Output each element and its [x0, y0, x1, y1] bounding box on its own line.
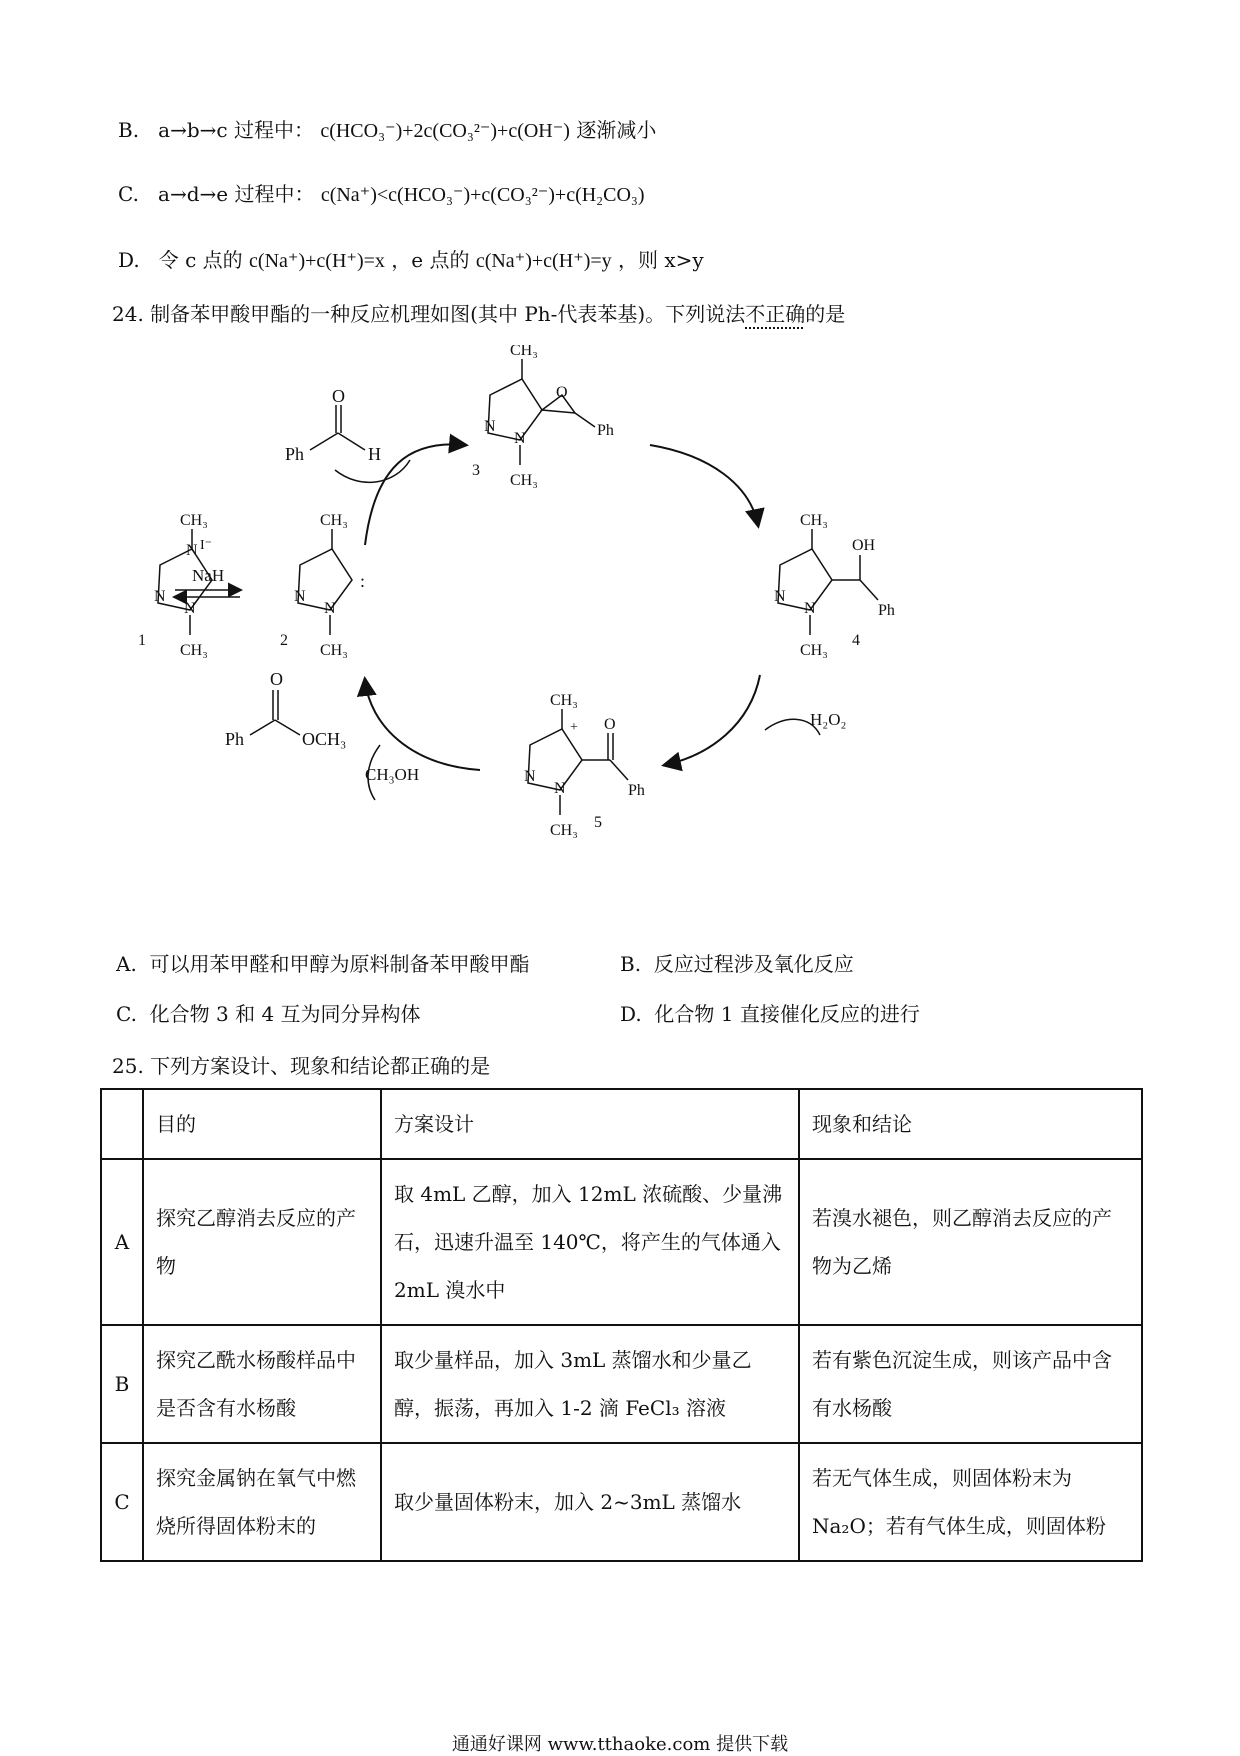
svg-text:N: N — [154, 588, 166, 605]
q23-option-c: C. a→d→e 过程中： c(Na⁺)<c(HCO₃⁻)+c(CO₃²⁻)+c(H₂CO₃) — [118, 182, 645, 206]
table-header-cell: 目的 — [143, 1089, 381, 1159]
reaction-mechanism-scheme — [110, 345, 930, 885]
svg-text:2: 2 — [280, 632, 288, 649]
svg-text:NaH: NaH — [192, 566, 225, 585]
svg-text:N: N — [294, 588, 306, 605]
svg-text:N: N — [484, 418, 496, 435]
compound-1-structure — [138, 512, 212, 659]
row-label: A — [101, 1159, 143, 1325]
svg-text:O: O — [556, 384, 568, 401]
svg-text:H₂O₂: H₂O₂ — [810, 710, 847, 729]
row-design: 取 4mL 乙醇，加入 12mL 浓硫酸、少量沸石，迅速升温至 140℃，将产生的气体通入 2mL 溴水中 — [381, 1159, 799, 1325]
nah-equilibrium — [175, 566, 240, 597]
page-footer: 通通好课网 www.tthaoke.com 提供下载 — [451, 1734, 789, 1755]
svg-text:N: N — [184, 600, 196, 617]
svg-text:CH₃: CH₃ — [510, 345, 538, 359]
row-design: 取少量样品，加入 3mL 蒸馏水和少量乙醇，振荡，再加入 1-2 滴 FeCl₃ 溶液 — [381, 1325, 799, 1443]
q24-option-c: C. 化合物 3 和 4 互为同分异构体 — [116, 1002, 421, 1026]
row-purpose: 探究金属钠在氧气中燃烧所得固体粉末的 — [143, 1443, 381, 1561]
row-label: C — [101, 1443, 143, 1561]
q24-emphasis: 不正确 — [745, 302, 806, 326]
svg-text:N: N — [804, 600, 816, 617]
table-row — [101, 1159, 1142, 1325]
svg-text:4: 4 — [852, 632, 860, 649]
svg-text:3: 3 — [472, 462, 480, 479]
svg-text:I⁻: I⁻ — [200, 538, 213, 553]
svg-text:H: H — [368, 444, 381, 464]
benzaldehyde-structure — [285, 386, 410, 482]
q24-option-b: B. 反应过程涉及氧化反应 — [620, 952, 854, 976]
svg-text:CH₃: CH₃ — [180, 642, 208, 659]
table-header-cell: 方案设计 — [381, 1089, 799, 1159]
q23-option-b-expression: c(HCO₃⁻)+2c(CO₃²⁻)+c(OH⁻) — [320, 120, 570, 142]
svg-text:N: N — [774, 588, 786, 605]
svg-text:CH₃: CH₃ — [800, 642, 828, 659]
q24-option-d: D. 化合物 1 直接催化反应的进行 — [620, 1002, 920, 1026]
table-header-cell: 现象和结论 — [799, 1089, 1142, 1159]
table-row — [101, 1443, 1142, 1561]
svg-text:Ph: Ph — [225, 729, 245, 749]
row-purpose: 探究乙酰水杨酸样品中是否含有水杨酸 — [143, 1325, 381, 1443]
svg-text:CH₃: CH₃ — [800, 512, 828, 529]
svg-text:OCH₃: OCH₃ — [302, 729, 347, 749]
svg-text:O: O — [604, 716, 616, 733]
svg-text:CH₃: CH₃ — [320, 642, 348, 659]
table-row — [101, 1325, 1142, 1443]
methyl-benzoate-structure — [225, 669, 346, 749]
svg-text:CH₃OH: CH₃OH — [365, 765, 420, 784]
compound-3-structure — [472, 345, 614, 489]
q23-option-b: B. a→b→c 过程中： c(HCO₃⁻)+2c(CO₃²⁻)+c(OH⁻) 逐渐减小 — [118, 118, 657, 142]
row-label: B — [101, 1325, 143, 1443]
svg-text::: : — [360, 571, 366, 591]
svg-text:O: O — [332, 386, 345, 406]
svg-text:Ph: Ph — [878, 602, 895, 619]
svg-text:CH₃: CH₃ — [550, 822, 578, 839]
methanol-reagent — [365, 745, 419, 800]
svg-text:N: N — [324, 600, 336, 617]
row-purpose: 探究乙醇消去反应的产物 — [143, 1159, 381, 1325]
h2o2-reagent — [765, 710, 846, 735]
row-design: 取少量固体粉末，加入 2~3mL 蒸馏水 — [381, 1443, 799, 1561]
cycle-arrow-3-to-4 — [650, 445, 758, 525]
label-ph-aldehyde: Ph — [285, 444, 305, 464]
table-header-cell — [101, 1089, 143, 1159]
svg-text:Ph: Ph — [628, 782, 645, 799]
row-result: 若有紫色沉淀生成，则该产品中含有水杨酸 — [799, 1325, 1142, 1443]
q23-option-d: D. 令 c 点的 c(Na⁺)+c(H⁺)=x ，e 点的 c(Na⁺)+c(H⁺)=y ，则 x>y — [118, 248, 704, 272]
compound-5-structure — [524, 692, 645, 839]
svg-text:O: O — [270, 669, 283, 689]
table-header-row — [101, 1089, 1142, 1159]
cycle-arrow-5-to-2 — [365, 680, 480, 770]
compound-4-structure — [774, 512, 895, 659]
row-result: 若溴水褪色，则乙醇消去反应的产物为乙烯 — [799, 1159, 1142, 1325]
svg-text:1: 1 — [138, 632, 146, 649]
q25-stem: 25. 下列方案设计、现象和结论都正确的是 — [112, 1054, 491, 1078]
svg-text:CH₃: CH₃ — [550, 692, 578, 709]
q24-stem: 24. 制备苯甲酸甲酯的一种反应机理如图(其中 Ph-代表苯基)。下列说法不正确的是 — [112, 302, 846, 326]
svg-text:CH₃: CH₃ — [320, 512, 348, 529]
svg-text:OH: OH — [852, 537, 876, 554]
svg-text:CH₃: CH₃ — [180, 512, 208, 529]
svg-text:N: N — [186, 542, 198, 559]
svg-text:N: N — [524, 768, 536, 785]
svg-text:N: N — [514, 430, 526, 447]
cycle-arrow-4-to-5 — [665, 675, 760, 765]
q23-option-c-expression: c(Na⁺)<c(HCO₃⁻)+c(CO₃²⁻)+c(H₂CO₃) — [320, 184, 645, 206]
svg-text:5: 5 — [594, 814, 602, 831]
svg-text:+: + — [570, 720, 578, 735]
q25-table — [100, 1088, 1143, 1562]
svg-text:Ph: Ph — [597, 422, 614, 439]
svg-text:N: N — [554, 780, 566, 797]
svg-text:CH₃: CH₃ — [510, 472, 538, 489]
q24-option-a: A. 可以用苯甲醛和甲醇为原料制备苯甲酸甲酯 — [116, 952, 530, 976]
compound-2-structure — [280, 512, 365, 659]
row-result: 若无气体生成，则固体粉末为 Na₂O；若有气体生成，则固体粉 — [799, 1443, 1142, 1561]
